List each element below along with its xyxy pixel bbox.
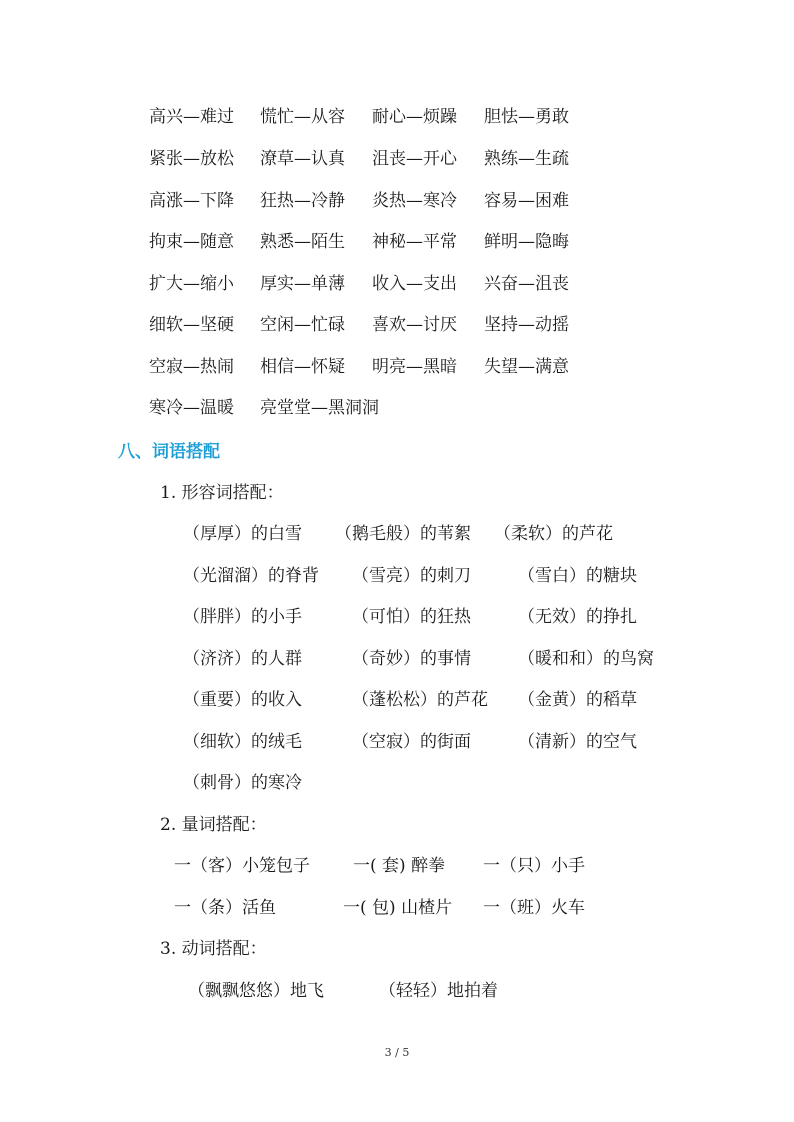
antonym-pair: 亮堂堂—黑洞洞 bbox=[260, 398, 379, 418]
adjective-item: （清新）的空气 bbox=[518, 732, 637, 752]
section-title: 八、词语搭配 bbox=[118, 442, 220, 462]
antonym-pair: 鲜明—隐晦 bbox=[484, 232, 569, 252]
antonym-pair: 慌忙—从容 bbox=[260, 107, 345, 127]
adjective-item: （雪白）的糖块 bbox=[518, 566, 637, 586]
measure-item: 一( 套) 醉拳 bbox=[353, 856, 446, 876]
adjective-item: （光溜溜）的脊背 bbox=[183, 566, 319, 586]
adjective-item: （奇妙）的事情 bbox=[352, 649, 471, 669]
antonym-pair: 细软—坚硬 bbox=[149, 315, 234, 335]
antonym-pair: 喜欢—讨厌 bbox=[372, 315, 457, 335]
antonym-pair: 高兴—难过 bbox=[149, 107, 234, 127]
antonym-pair: 胆怯—勇敢 bbox=[484, 107, 569, 127]
antonym-pair: 厚实—单薄 bbox=[260, 274, 345, 294]
antonym-pair: 狂热—冷静 bbox=[260, 191, 345, 211]
adjective-item: （空寂）的街面 bbox=[352, 732, 471, 752]
measure-title: 2. 量词搭配： bbox=[160, 815, 267, 835]
antonym-pair: 耐心—烦躁 bbox=[372, 107, 457, 127]
antonym-pair: 失望—满意 bbox=[484, 357, 569, 377]
antonym-pair: 扩大—缩小 bbox=[149, 274, 234, 294]
adjective-item: （胖胖）的小手 bbox=[183, 607, 302, 627]
antonym-pair: 熟悉—陌生 bbox=[260, 232, 345, 252]
antonym-pair: 空寂—热闹 bbox=[149, 357, 234, 377]
antonym-pair: 炎热—寒冷 bbox=[372, 191, 457, 211]
adjective-item: （金黄）的稻草 bbox=[518, 690, 637, 710]
adjective-title: 1. 形容词搭配： bbox=[160, 483, 284, 503]
adjective-item: （雪亮）的刺刀 bbox=[352, 566, 471, 586]
antonym-pair: 兴奋—沮丧 bbox=[484, 274, 569, 294]
adjective-item: （细软）的绒毛 bbox=[183, 732, 302, 752]
measure-item: 一（客）小笼包子 bbox=[174, 856, 310, 876]
antonym-pair: 潦草—认真 bbox=[260, 149, 345, 169]
antonym-pair: 紧张—放松 bbox=[149, 149, 234, 169]
adjective-item: （厚厚）的白雪 bbox=[183, 524, 302, 544]
measure-item: 一( 包) 山楂片 bbox=[343, 898, 453, 918]
adjective-item: （无效）的挣扎 bbox=[518, 607, 637, 627]
verb-title: 3. 动词搭配： bbox=[160, 939, 267, 959]
antonym-pair: 拘束—随意 bbox=[149, 232, 234, 252]
antonym-pair: 收入—支出 bbox=[372, 274, 457, 294]
antonym-pair: 相信—怀疑 bbox=[260, 357, 345, 377]
measure-item: 一（只）小手 bbox=[483, 856, 585, 876]
adjective-item: （蓬松松）的芦花 bbox=[352, 690, 488, 710]
antonym-pair: 高涨—下降 bbox=[149, 191, 234, 211]
adjective-item: （暖和和）的鸟窝 bbox=[518, 649, 654, 669]
antonym-pair: 神秘—平常 bbox=[372, 232, 457, 252]
adjective-item: （柔软）的芦花 bbox=[494, 524, 613, 544]
measure-item: 一（条）活鱼 bbox=[174, 898, 276, 918]
antonym-pair: 寒冷—温暖 bbox=[149, 398, 234, 418]
adjective-item: （可怕）的狂热 bbox=[352, 607, 471, 627]
antonym-pair: 熟练—生疏 bbox=[484, 149, 569, 169]
verb-item: （轻轻）地拍着 bbox=[379, 981, 498, 1001]
adjective-item: （刺骨）的寒冷 bbox=[183, 773, 302, 793]
adjective-item: （鹅毛般）的苇絮 bbox=[335, 524, 471, 544]
adjective-item: （重要）的收入 bbox=[183, 690, 302, 710]
antonym-pair: 沮丧—开心 bbox=[372, 149, 457, 169]
adjective-item: （济济）的人群 bbox=[183, 649, 302, 669]
antonym-pair: 空闲—忙碌 bbox=[260, 315, 345, 335]
antonym-pair: 明亮—黑暗 bbox=[372, 357, 457, 377]
verb-item: （飘飘悠悠）地飞 bbox=[188, 981, 324, 1001]
page-number: 3 / 5 bbox=[384, 1046, 410, 1059]
antonym-pair: 坚持—动摇 bbox=[484, 315, 569, 335]
measure-item: 一（班）火车 bbox=[483, 898, 585, 918]
antonym-pair: 容易—困难 bbox=[484, 191, 569, 211]
